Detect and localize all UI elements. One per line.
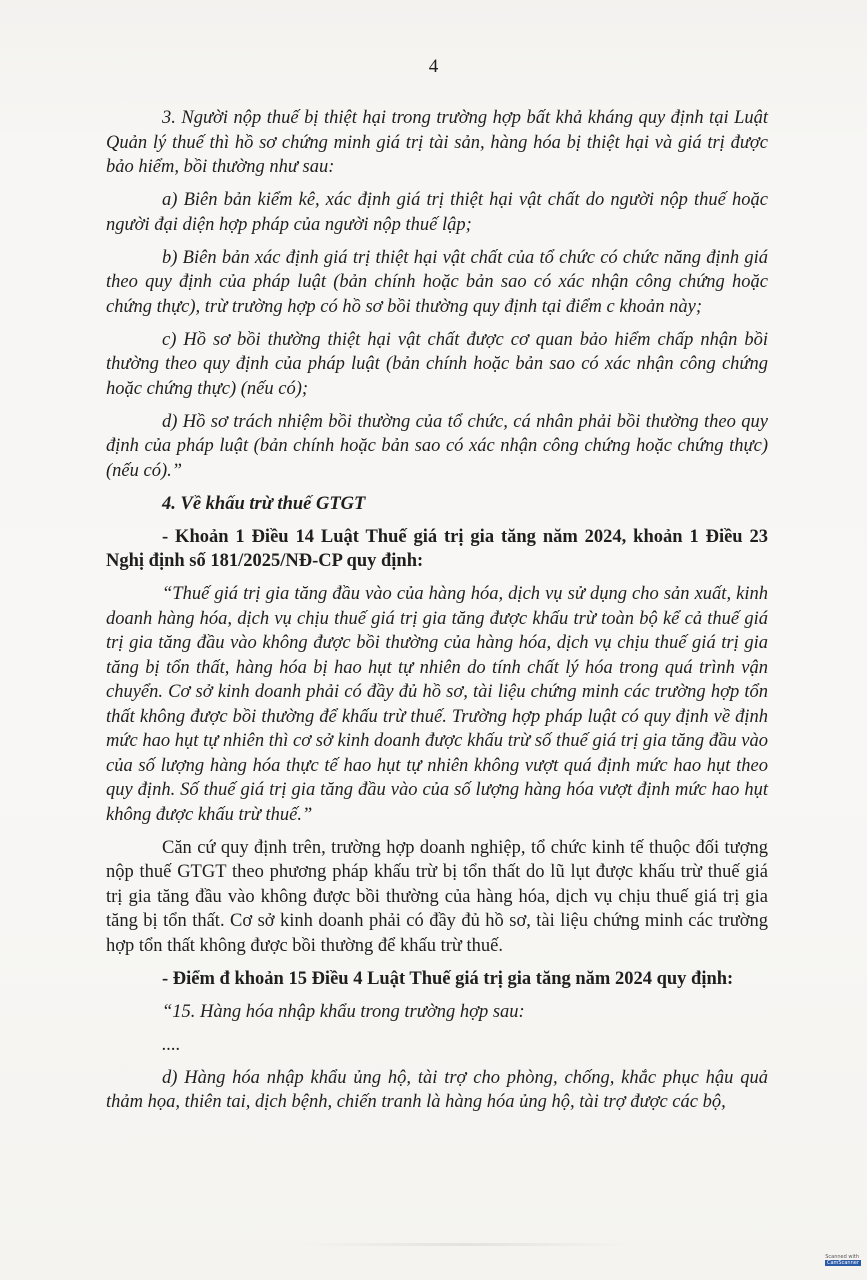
- paragraph-item-3: 3. Người nộp thuế bị thiệt hại trong trường hợp bất khả kháng quy định tại Luật Quản lý thuế thì hồ sơ chứng minh giá trị tài sản, hàng hóa bị thiệt hại và giá trị được bảo hiểm, bồi thường như sau:: [106, 108, 768, 177]
- quote-item-15: “15. Hàng hóa nhập khẩu trong trường hợp sau:: [162, 1001, 525, 1022]
- scanner-watermark: [825, 1254, 859, 1266]
- legal-reference-heading: - Khoản 1 Điều 14 Luật Thuế giá trị gia tăng năm 2024, khoản 1 Điều 23 Nghị định số 181/2025/NĐ-CP quy định:: [106, 526, 768, 571]
- scanner-watermark-line: Scanned with: [825, 1254, 859, 1260]
- section-heading-4: 4. Về khấu trừ thuế GTGT: [162, 493, 366, 514]
- paragraph-item-b: b) Biên bản xác định giá trị thiệt hại vật chất của tổ chức có chức năng định giá theo quy định của pháp luật (bản chính hoặc bản sao có xác nhận công chứng hoặc chứng thực), trừ trường hợp có hồ sơ bồi thường quy định tại điểm c khoản này;: [106, 247, 768, 317]
- paragraph-item-c: c) Hồ sơ bồi thường thiệt hại vật chất được cơ quan bảo hiểm chấp nhận bồi thường theo quy định của pháp luật (bản chính hoặc bản sao có xác nhận công chứng hoặc chứng thực) (nếu có);: [106, 329, 768, 399]
- legal-reference-heading-2: - Điểm đ khoản 15 Điều 4 Luật Thuế giá trị gia tăng năm 2024 quy định:: [162, 968, 734, 989]
- body-paragraph: Căn cứ quy định trên, trường hợp doanh nghiệp, tổ chức kinh tế thuộc đối tượng nộp thuế GTGT theo phương pháp khấu trừ bị tổn thất do lũ lụt được khấu trừ thuế giá trị gia tăng đầu vào không được bồi thường của hàng hóa, dịch vụ chịu thuế giá trị gia tăng bị tổn thất. Cơ sở kinh doanh phải có đầy đủ hồ sơ, tài liệu chứng minh các trường hợp tổn thất không được bồi thường để khấu trừ thuế.: [106, 837, 768, 956]
- page-number: 4: [428, 56, 439, 77]
- paragraph-item-d: d) Hồ sơ trách nhiệm bồi thường của tổ chức, cá nhân phải bồi thường theo quy định của pháp luật (bản chính hoặc bản sao có xác nhận công chứng hoặc chứng thực) (nếu có).”: [106, 411, 768, 481]
- scan-smudge: [300, 1243, 630, 1246]
- scanner-brand: CamScanner: [827, 1260, 859, 1266]
- quote-item-d: d) Hàng hóa nhập khẩu ủng hộ, tài trợ cho phòng, chống, khắc phục hậu quả thảm họa, thiên tai, dịch bệnh, chiến tranh là hàng hóa ủng hộ, tài trợ được các bộ,: [106, 1067, 768, 1112]
- document-body: [106, 106, 768, 1123]
- legal-quote: “Thuế giá trị gia tăng đầu vào của hàng hóa, dịch vụ sử dụng cho sản xuất, kinh doanh hàng hóa, dịch vụ chịu thuế giá trị gia tăng được khấu trừ toàn bộ kể cả thuế giá trị gia tăng đầu vào không được bồi thường của hàng hóa, dịch vụ chịu thuế giá trị gia tăng bị tổn thất, hàng hóa bị hao hụt tự nhiên do tính chất lý hóa trong quá trình vận chuyển. Cơ sở kinh doanh phải có đầy đủ hồ sơ, tài liệu chứng minh các trường hợp tổn thất không được bồi thường để khấu trừ thuế. Trường hợp pháp luật có quy định về định mức hao hụt tự nhiên thì cơ sở kinh doanh được khấu trừ số thuế giá trị gia tăng đầu vào của số lượng hàng hóa thực tế hao hụt tự nhiên không vượt quá định mức hao hụt theo quy định. Số thuế giá trị gia tăng đầu vào của số lượng hàng hóa vượt định mức hao hụt không được khấu trừ thuế.”: [106, 584, 768, 825]
- ellipsis-line: ....: [162, 1034, 181, 1055]
- paragraph-item-a: a) Biên bản kiểm kê, xác định giá trị thiệt hại vật chất do người nộp thuế hoặc người đại diện hợp pháp của người nộp thuế lập;: [106, 190, 768, 235]
